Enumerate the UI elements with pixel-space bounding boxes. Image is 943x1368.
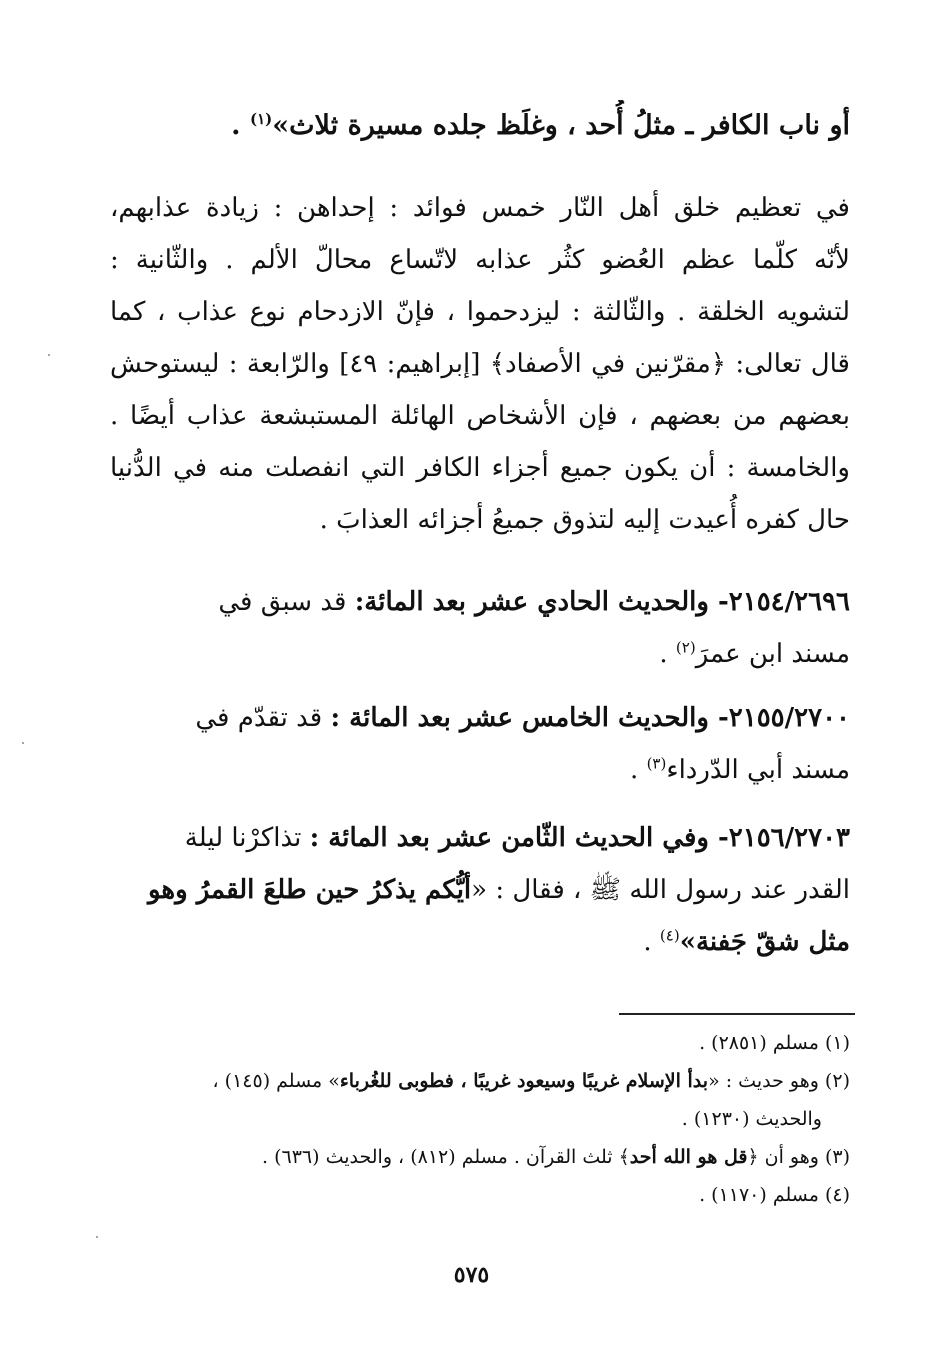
footnote-ref-1: (١): [249, 110, 273, 128]
paragraph-line: حال كفره أُعيدت إليه لتذوق جميعُ أجزائه العذابَ .: [319, 505, 850, 535]
footnote-2-continued: والحديث (١٢٣٠) .: [681, 1108, 822, 1130]
footnote-text: » مسلم (١٤٥) ،: [212, 1070, 340, 1092]
hadith-line: [110, 628, 850, 680]
hadith-text: تذاكرْنا ليلة: [184, 823, 310, 853]
hadith-heading-line: [110, 576, 850, 628]
paragraph-line: في تعظيم خلق أهل النّار خمس فوائد : إحداهن : زيادة عذابهم،: [110, 193, 850, 223]
scan-speck: [48, 354, 50, 356]
footnote-ref-2: (٢): [675, 638, 696, 657]
hadith-heading: والحديث الحادي عشر بعد المائة:: [354, 587, 709, 617]
hadith-number: ٢١٥٥/٢٧٠٠-: [708, 703, 850, 733]
hadith-entry-2: [110, 692, 850, 796]
footnote-ref-4: (٤): [659, 926, 680, 945]
hadith-entry-1: [110, 576, 850, 680]
hadith-quote: أيُّكم يذكرُ حين طلعَ القمرُ وهو: [147, 875, 472, 905]
footnote-separator: [619, 1013, 855, 1015]
hadith-text: قد سبق في: [218, 587, 355, 617]
footnote-quote: قل هو الله أحد: [629, 1146, 748, 1168]
top-line-end: .: [231, 110, 250, 141]
hadith-line: [110, 916, 850, 968]
footnote-text: (٢) وهو حديث : «: [708, 1070, 850, 1092]
hadith-heading: وفي الحديث الثّامن عشر بعد المائة :: [309, 823, 709, 853]
paragraph-line: قال تعالى: ﴿مقرّنين في الأصفاد﴾ [إبراهيم: ٤٩] والرّابعة : ليستوحش: [110, 349, 850, 379]
hadith-quote: مثل شقّ جَفنة»: [679, 927, 850, 957]
hadith-number: ٢١٥٦/٢٧٠٣-: [708, 823, 850, 853]
hadith-heading-line: [110, 812, 850, 864]
hadith-end: .: [630, 755, 647, 785]
top-line-text: أو ناب الكافر ـ مثلُ أُحد ، وغلَظ جلده مسيرة ثلاث»: [272, 110, 850, 141]
footnote-3: [100, 1138, 850, 1176]
hadith-text: قد تقدّم في: [195, 703, 331, 733]
paragraph-line: بعضهم من بعضهم ، فإن الأشخاص الهائلة المستبشعة عذاب أيضًا .: [110, 401, 850, 431]
footnotes: [100, 1024, 850, 1214]
hadith-number: ٢١٥٤/٢٦٩٦-: [708, 587, 850, 617]
top-line-block: [110, 100, 850, 152]
hadith-line: [110, 864, 850, 916]
hadith-entry-3: [110, 812, 850, 968]
hadith-text: مسند أبي الدّرداء: [666, 755, 850, 785]
footnote-quote: بدأ الإسلام غريبًا وسيعود غريبًا ، فطوبى للغُرباء: [339, 1070, 709, 1092]
hadith-heading-line: [110, 692, 850, 744]
hadith-end: .: [659, 639, 676, 669]
hadith-heading: والحديث الخامس عشر بعد المائة :: [330, 703, 709, 733]
footnote-4: (٤) مسلم (١١٧٠) .: [699, 1184, 850, 1206]
scan-speck: [96, 1236, 98, 1238]
footnote-ref-3: (٣): [646, 754, 667, 773]
hadith-line: [110, 744, 850, 796]
hadith-text: القدر عند رسول الله ﷺ ، فقال : «: [471, 875, 850, 905]
top-line: [110, 100, 850, 152]
paragraph-line: والخامسة : أن يكون جميع أجزاء الكافر التي انفصلت منه في الدُّنيا: [110, 453, 850, 483]
footnote-1: (١) مسلم (٢٨٥١) .: [699, 1032, 850, 1054]
page-number: ٥٧٥: [453, 1262, 490, 1288]
footnote-text: (٣) وهو أن ﴿: [747, 1146, 850, 1168]
hadith-end: .: [643, 927, 660, 957]
paragraph-line: لتشويه الخلقة . والثّالثة : ليزدحموا ، فإنّ الازدحام نوع عذاب ، كما: [110, 297, 850, 327]
commentary-paragraph: [110, 182, 850, 546]
footnote-text: ﴾ ثلث القرآن . مسلم (٨١٢) ، والحديث (٦٣٦) .: [262, 1146, 630, 1168]
footnote-2: [100, 1062, 850, 1100]
hadith-text: مسند ابن عمرَ: [695, 639, 850, 669]
paragraph-line: لأنّه كلّما عظم العُضو كثُر عذابه لاتّساع محالّ الألم . والثّانية :: [110, 245, 850, 275]
scan-speck: [22, 742, 24, 744]
